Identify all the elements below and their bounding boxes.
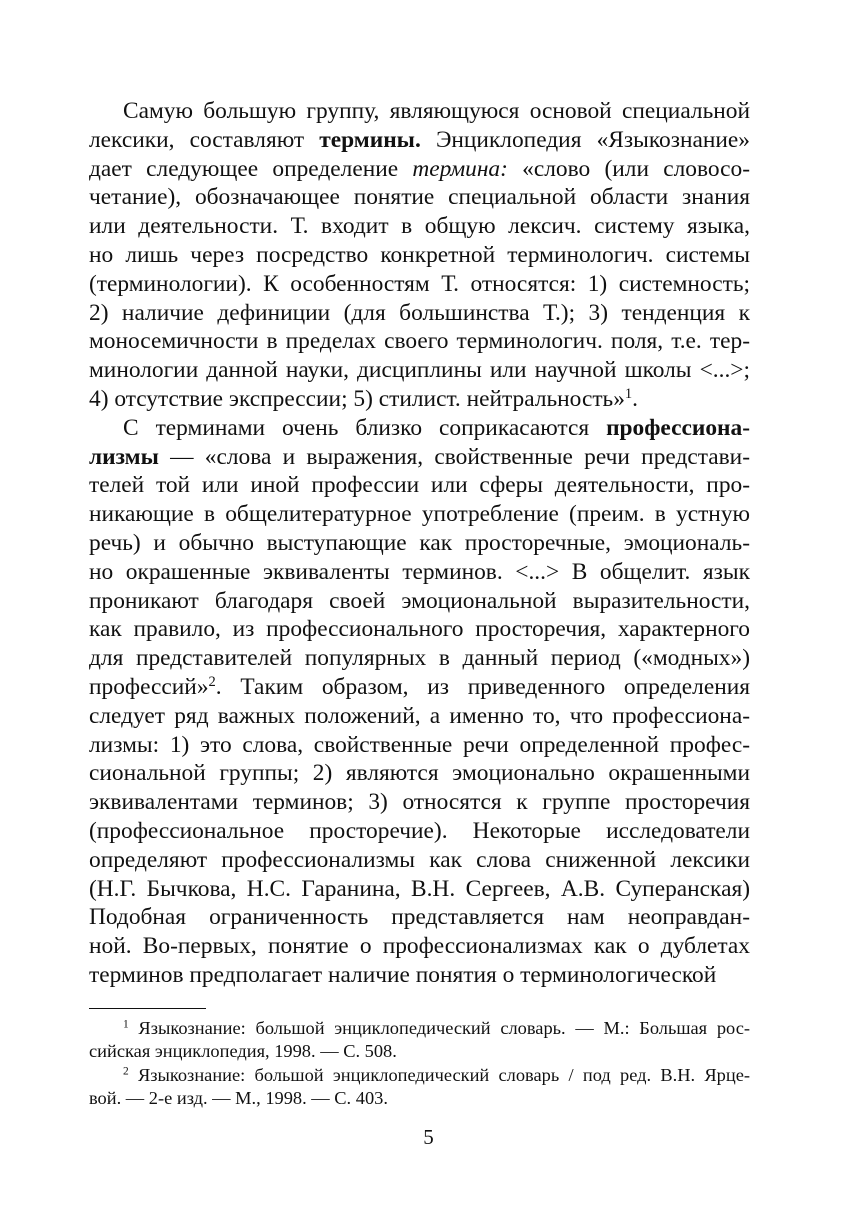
text-line (89, 471, 750, 500)
footnote-marker: 2 (208, 673, 216, 690)
text-run: проникают благодаря своей эмоциональной выразительности, (89, 587, 750, 614)
text-run: как правило, из профессионального просторечия, характерного (89, 616, 750, 643)
paragraph (89, 414, 750, 990)
text-line (89, 212, 750, 241)
text-run: . (632, 385, 639, 412)
text-line (89, 875, 750, 904)
text-line (89, 443, 750, 472)
text-run: (терминологии). К особенностям Т. относятся: 1) системность; (89, 270, 750, 297)
text-run: эквивалентами терминов; 3) относятся к группе просторечия (89, 789, 750, 816)
text-run: Самую большую группу, являющуюся основой специальной (123, 98, 750, 124)
text-run: терминов предполагает наличие понятия о терминологической (89, 961, 717, 988)
text-run: Энциклопедия «Языкознание» (420, 126, 750, 153)
text-line (89, 270, 750, 299)
text-line (89, 97, 750, 126)
text-line (89, 644, 750, 673)
text-line (89, 903, 750, 932)
text-line (89, 673, 750, 702)
text-line (89, 1087, 750, 1110)
text-line (89, 529, 750, 558)
text-line (89, 241, 750, 270)
text-run: речь) и обычно выступающие как просторечные, эмоциональ- (89, 529, 750, 556)
text-run: . Таким образом, из приведенного определения (215, 673, 750, 700)
text-run: С терминами очень близко соприкасаются (123, 414, 607, 441)
text-run: минологии данной науки, дисциплины или научной школы <...>; (89, 357, 750, 384)
text-run: Подобная ограниченность представляется нам неоправдан- (89, 904, 750, 931)
footnote (89, 1017, 750, 1064)
text-line (89, 356, 750, 385)
text-run: телей той или иной профессии или сферы деятельности, про- (89, 472, 750, 499)
text-line (89, 932, 750, 961)
footnote-marker: 1 (624, 386, 633, 402)
text-run: для представителей популярных в данный период («модных») (89, 645, 750, 672)
text-run: определяют профессионализмы как слова сниженной лексики (89, 846, 750, 873)
text-line (89, 1017, 750, 1040)
footnote-separator (89, 1008, 206, 1009)
text-run: следует ряд важных положений, а именно то, что профессиона- (89, 702, 750, 729)
text-run: дает следующее определение (89, 155, 413, 182)
text-line (89, 414, 750, 443)
text-line (89, 299, 750, 328)
text-line (89, 327, 750, 356)
text-run: — «слова и выражения, свойственные речи представи- (158, 443, 750, 470)
text-line (89, 183, 750, 212)
bold-term: лизмы (89, 443, 159, 470)
text-line (89, 385, 750, 414)
text-run: никающие в общелитературное употребление (преим. в устную (89, 501, 750, 528)
text-run: четание), обозначающее понятие специальной области знания (89, 184, 750, 211)
text-run: ной. Во-первых, понятие о профессионализмах как о дублетах (89, 933, 750, 960)
main-text (89, 97, 750, 990)
text-run: Языкознание: большой энциклопедический словарь. — М.: Большая рос- (128, 1018, 750, 1038)
text-run: но окрашенные эквиваленты терминов. <...> В общелит. язык (89, 558, 750, 585)
text-line (89, 1064, 750, 1087)
text-line (89, 615, 750, 644)
text-run: (Н.Г. Бычкова, Н.С. Гаранина, В.Н. Сергеев, А.В. Суперанская) (89, 875, 750, 902)
text-line (89, 155, 750, 184)
text-run: лексики, составляют (89, 126, 320, 153)
text-run: сиональной группы; 2) являются эмоционально окрашенными (89, 760, 750, 787)
paragraph (89, 97, 750, 414)
text-run: 4) отсутствие экспрессии; 5) стилист. нейтральность» (89, 385, 625, 412)
text-line (89, 788, 750, 817)
footnotes (89, 1017, 750, 1111)
text-run: Языкознание: большой энциклопедический словарь / под ред. В.Н. Ярце- (128, 1064, 750, 1085)
text-run: (профессиональное просторечие). Некоторые исследователи (89, 817, 750, 844)
text-line (89, 846, 750, 875)
text-run: профессий» (89, 673, 209, 700)
text-line (89, 731, 750, 760)
footnote (89, 1064, 750, 1111)
text-line (89, 702, 750, 731)
text-run: или деятельности. Т. входит в общую лексич. систему языка, (89, 213, 750, 240)
bold-term: профессиона- (606, 414, 750, 441)
text-run: сийская энциклопедия, 1998. — С. 508. (89, 1041, 397, 1062)
footnote-marker: 2 (123, 1065, 129, 1078)
text-run: 2) наличие дефиниции (для большинства Т.); 3) тенденция к (89, 299, 750, 326)
text-run: моносемичности в пределах своего терминологич. поля, т.е. тер- (89, 328, 750, 355)
text-run: но лишь через посредство конкретной терминологич. системы (89, 241, 750, 268)
text-line (89, 500, 750, 529)
text-line (89, 558, 750, 587)
italic-term: термина: (412, 155, 508, 182)
text-line (89, 126, 750, 155)
text-run: вой. — 2-е изд. — М., 1998. — С. 403. (89, 1088, 388, 1109)
text-line (89, 759, 750, 788)
text-run: «слово (или словосо- (507, 155, 750, 182)
text-line (89, 1040, 750, 1063)
text-line (89, 587, 750, 616)
footnote-marker: 1 (123, 1018, 129, 1031)
text-line (89, 817, 750, 846)
text-line (89, 961, 750, 990)
bold-term: термины. (319, 126, 421, 153)
text-run: лизмы: 1) это слова, свойственные речи определенной профес- (89, 731, 750, 758)
page-number: 5 (423, 1125, 434, 1149)
